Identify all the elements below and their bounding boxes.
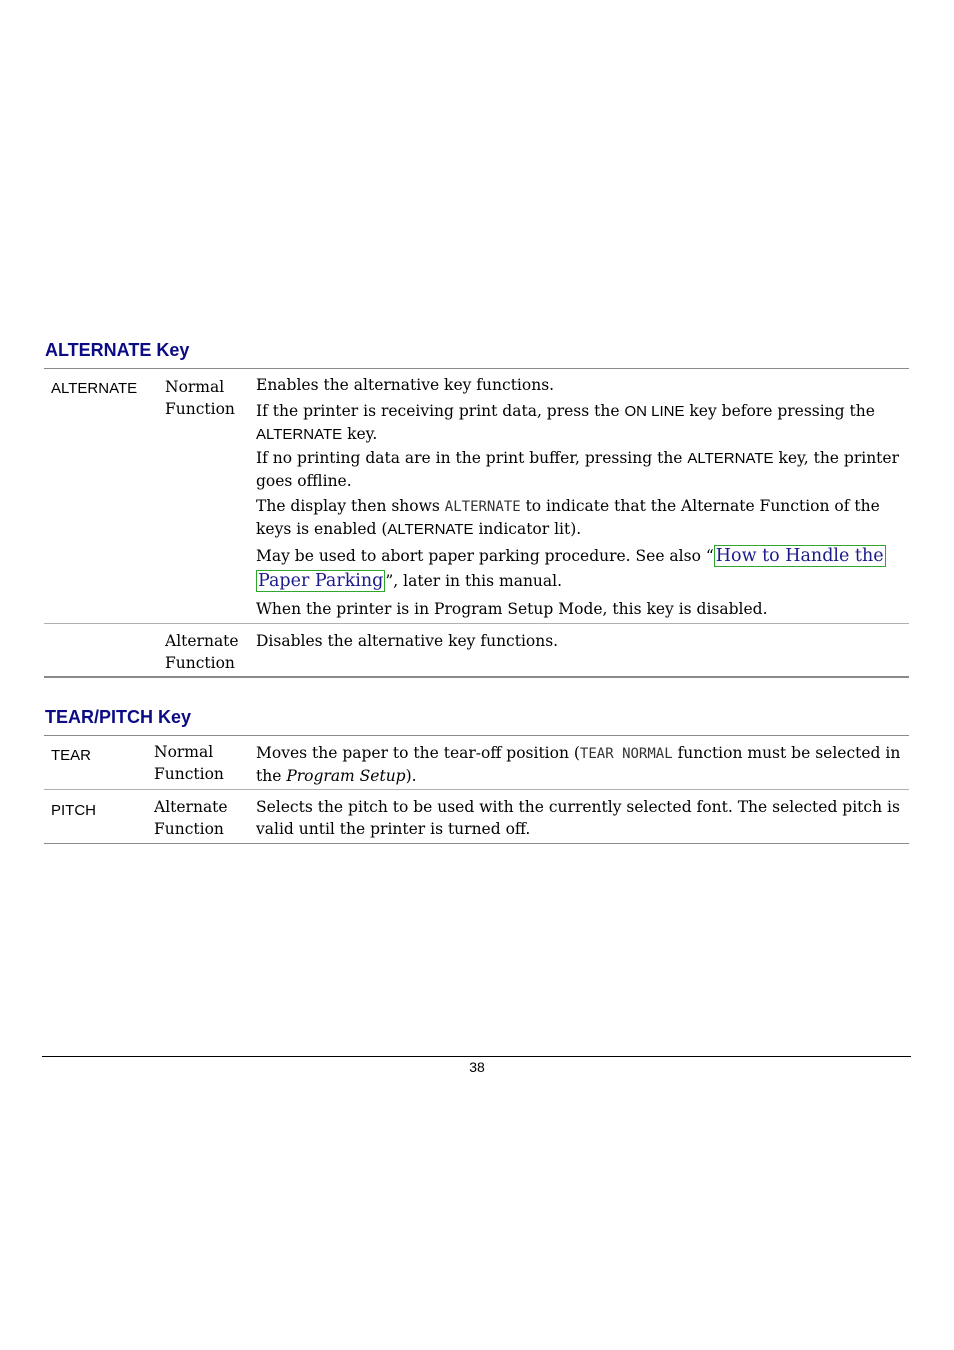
table-top-rule (44, 368, 909, 369)
section-title-alternate: ALTERNATE Key (45, 340, 190, 360)
paragraph: If no printing data are in the print buffer, pressing the ALTERNATE key, the printer goes offline. (256, 449, 899, 490)
function-type-alternate (154, 796, 228, 840)
paragraph: Enables the alternative key functions. (256, 376, 555, 394)
key-name: ON LINE (624, 403, 685, 420)
function-type-line: Normal (154, 743, 214, 761)
function-type-normal (165, 376, 235, 420)
row-divider (44, 789, 909, 790)
cross-reference-link[interactable]: How to Handle the (715, 546, 884, 566)
function-type-line: Alternate (154, 798, 228, 816)
key-label-alternate: ALTERNATE (51, 380, 138, 397)
row-divider (44, 623, 909, 624)
function-type-line: Normal (165, 378, 225, 396)
key-name: ALTERNATE (687, 450, 774, 467)
function-type-normal (154, 741, 224, 785)
page-number: 38 (469, 1059, 485, 1075)
paragraph: The display then shows ALTERNATE to indicate that the Alternate Function of the keys is enabled (ALTERNATE indicator lit). (256, 497, 880, 538)
key-label-tear: TEAR (51, 747, 92, 764)
section-title-tear-pitch: TEAR/PITCH Key (45, 707, 192, 727)
cross-reference-link[interactable]: Paper Parking (258, 571, 384, 591)
key-name: ALTERNATE (256, 426, 343, 443)
display-text: ALTERNATE (444, 499, 521, 515)
table-top-rule (44, 735, 909, 736)
display-text: TEAR NORMAL (579, 746, 673, 762)
function-type-line: Function (154, 820, 224, 838)
function-type-line: Function (165, 400, 235, 418)
paragraph: Selects the pitch to be used with the currently selected font. The selected pitch is valid until the printer is turned off. (256, 798, 900, 838)
key-label-pitch: PITCH (51, 802, 96, 819)
table-bottom-rule (44, 843, 909, 844)
function-type-line: Function (154, 765, 224, 783)
function-type-line: Alternate (165, 632, 239, 650)
key-name: ALTERNATE (387, 521, 474, 538)
table-bottom-rule (44, 676, 909, 678)
paragraph: When the printer is in Program Setup Mode, this key is disabled. (256, 600, 768, 618)
paragraph: If the printer is receiving print data, press the ON LINE key before pressing the ALTERNATE key. (256, 402, 875, 443)
paragraph: May be used to abort paper parking procedure. See also “ How to Handle the Paper Parking ”, later in this manual. (256, 546, 884, 591)
paragraph: Moves the paper to the tear-off position (TEAR NORMAL function must be selected in the Program Setup). (256, 744, 901, 785)
function-type-line: Function (165, 654, 235, 672)
function-type-alternate (165, 630, 239, 674)
paragraph: Disables the alternative key functions. (256, 632, 559, 650)
footer-rule (42, 1056, 911, 1057)
